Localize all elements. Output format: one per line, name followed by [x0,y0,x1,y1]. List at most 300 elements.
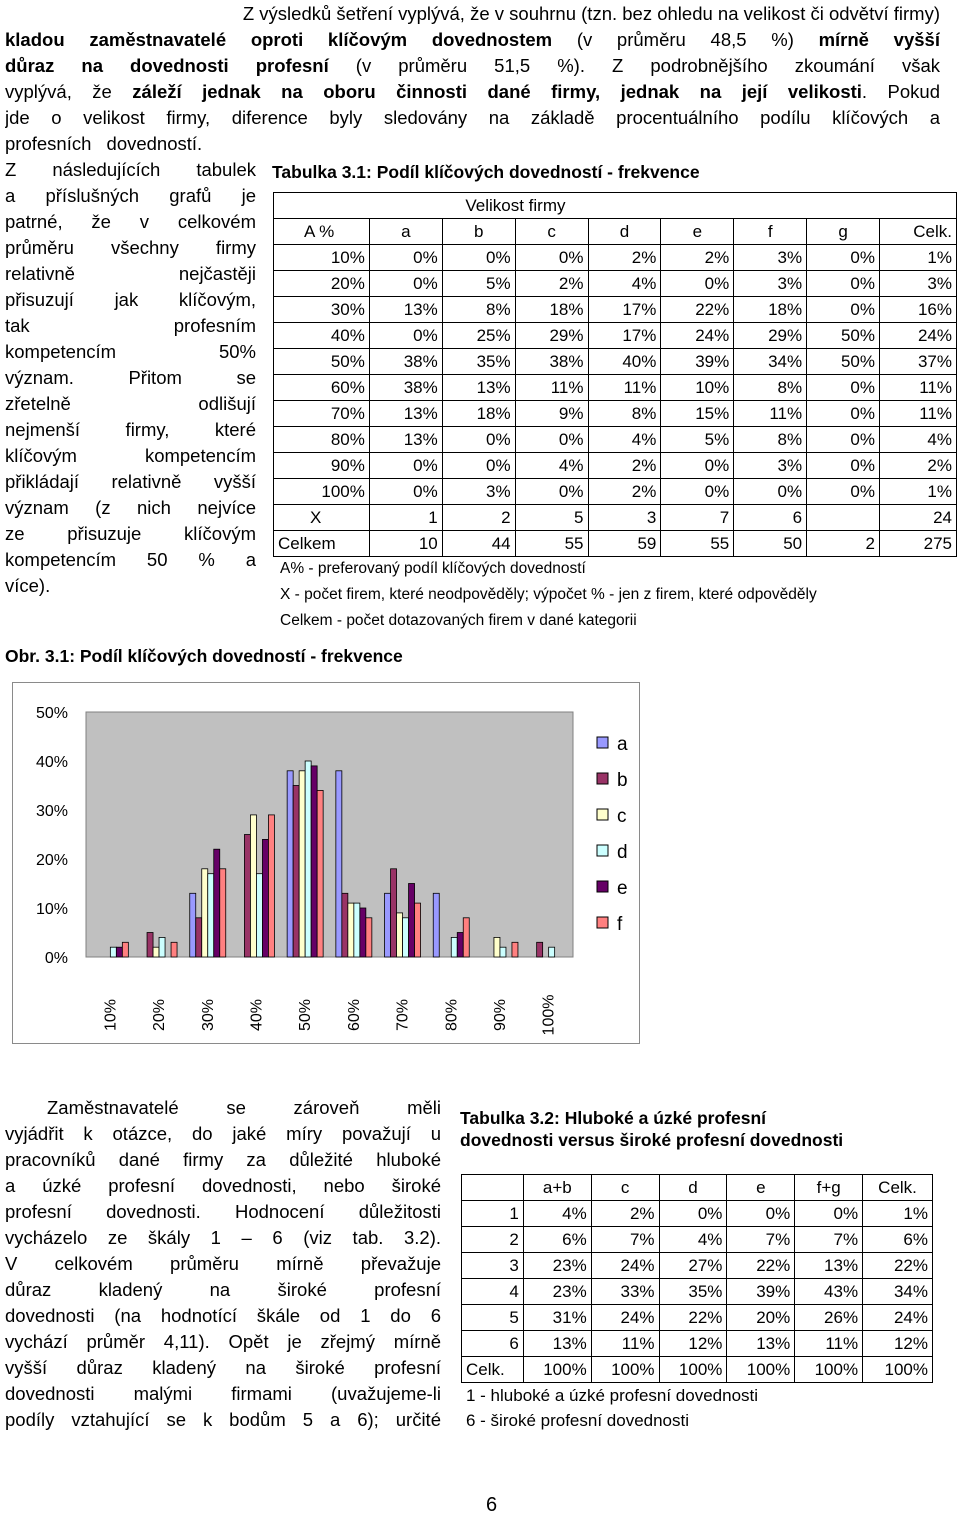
legend-label-d: d [617,842,628,863]
lower-lines [5,1121,441,1433]
bar-b-70% [391,869,397,957]
y-tick-label: 20% [35,852,68,869]
bar-d-10% [110,947,116,957]
table1-caption: Tabulka 3.1: Podíl klíčových dovedností - frekvence [272,162,700,182]
table-cell: 11% [591,1331,659,1357]
table-row [274,479,957,505]
table-row [462,1305,933,1331]
table1-header-cell: f [734,219,807,245]
table-cell: 17% [588,297,661,323]
table-cell: 40% [588,349,661,375]
table-row [274,323,957,349]
table1-note-3: Celkem - počet dotazovaných firem v dané kategorii [280,612,637,629]
text-run: . Pokud [861,81,940,102]
intro-line-2-spans [5,29,940,50]
table-cell [807,505,880,531]
table1-header-cell: A % [274,219,370,245]
legend-swatch-e [597,881,608,892]
table-cell: 18% [442,401,515,427]
table-cell: 3% [880,271,957,297]
table-row [274,505,957,531]
table-cell: 7% [795,1227,863,1253]
table-cell: 15% [661,401,734,427]
legend-swatch-d [597,845,608,856]
table-row [462,1357,933,1383]
table1-header-cell: e [661,219,734,245]
y-tick-label: 40% [35,754,68,771]
table-cell: 5% [442,271,515,297]
table-cell: 2 [442,505,515,531]
table-cell: X [274,505,370,531]
table-cell: 29% [515,323,588,349]
bar-e-60% [360,908,366,957]
table-cell: 24% [880,323,957,349]
table-cell: 0% [807,427,880,453]
bar-a-70% [385,893,391,957]
bar-a-30% [190,893,196,957]
table-cell: 1% [880,245,957,271]
bar-c-90% [494,937,500,957]
table1-note-1: A% - preferovaný podíl klíčových dovedností [280,560,586,577]
bar-d-60% [354,903,360,957]
left-text-line: klíčovým kompetencím [5,445,256,466]
table-cell: 27% [659,1253,727,1279]
bar-e-80% [457,933,463,958]
table2-header-cell: f+g [795,1175,863,1201]
table-cell: 18% [515,297,588,323]
lower-text-line: profesní dovednosti. Hodnocení důležitosti [5,1201,441,1222]
table-cell: 10% [274,245,370,271]
table-cell: 0% [442,245,515,271]
bar-f-50% [317,790,323,957]
table-cell: 22% [659,1305,727,1331]
table-row [274,375,957,401]
table-cell: 11% [795,1331,863,1357]
bar-d-70% [403,918,409,957]
table-cell: 100% [274,479,370,505]
table-cell: 39% [727,1279,795,1305]
table1-header-cell: c [515,219,588,245]
bar-d-80% [451,937,457,957]
bar-c-30% [202,869,208,957]
table-cell: 11% [734,401,807,427]
table-row [462,1227,933,1253]
legend-label-b: b [617,770,628,791]
bar-d-50% [305,761,311,957]
table-cell: 0% [661,271,734,297]
table1-header-cell: g [807,219,880,245]
legend-swatch-a [597,737,608,748]
bar-f-70% [415,903,421,957]
table-cell: 10 [369,531,442,557]
x-tick-label: 20% [151,998,169,1032]
table-cell: 7 [661,505,734,531]
table-cell: 90% [274,453,370,479]
table2-header-cell: c [591,1175,659,1201]
page-number: 6 [486,1494,498,1516]
bar-c-40% [250,815,256,957]
table-cell: 11% [588,375,661,401]
bar-b-40% [244,835,250,958]
table-cell: 11% [880,375,957,401]
table2-header-cell: d [659,1175,727,1201]
table-cell: 26% [795,1305,863,1331]
table1-group-row [274,193,957,219]
table-cell: 24% [591,1253,659,1279]
table-cell: 2% [515,271,588,297]
table-cell: 60% [274,375,370,401]
table-cell: 0% [442,453,515,479]
table-cell: 0% [442,427,515,453]
table-cell: 2 [462,1227,524,1253]
intro-line-5 [5,105,940,131]
table-cell: 6% [523,1227,591,1253]
bar-f-10% [122,942,128,957]
table-cell: 80% [274,427,370,453]
table-cell: 0% [807,375,880,401]
table-cell: 3% [442,479,515,505]
table-cell: 59 [588,531,661,557]
table-cell: 0% [515,427,588,453]
table1-header-cell: b [442,219,515,245]
table-cell: 16% [880,297,957,323]
plot-area [86,712,573,957]
table-cell: 0% [369,479,442,505]
table2-header-cell [462,1175,524,1201]
table-cell: 3 [462,1253,524,1279]
text-run: Z výsledků šetření vyplývá, že v souhrnu (tzn. bez ohledu na velikost či odvětví firmy) [242,3,940,24]
intro-line-1 [5,1,940,27]
left-text-line: ze přisuzuje klíčovým [5,523,256,544]
bar-e-40% [262,839,268,957]
table-cell: 1% [863,1201,933,1227]
bar-e-10% [116,947,122,957]
table2-caption-2: dovednosti versus široké profesní dovednosti [460,1130,844,1150]
table-cell: 1 [369,505,442,531]
table-row [462,1279,933,1305]
table-cell: 39% [661,349,734,375]
lower-text-line: vychází průměr 4,11). Opět je zřejmý mírně [5,1331,441,1352]
table2-caption-1: Tabulka 3.2: Hluboké a úzké profesní [460,1108,767,1128]
table1-header-cell: d [588,219,661,245]
table-cell: 0% [369,271,442,297]
left-text-line: kompetencím 50 % a [5,549,256,570]
y-tick-label: 0% [44,950,68,967]
table-cell: 20% [274,271,370,297]
text-run: profesních dovedností. [5,133,203,154]
table-cell: 0% [515,479,588,505]
lower-text-line: vyšší důraz kladený na široké profesní [5,1357,441,1378]
table-cell: Celk. [462,1357,524,1383]
table-row [274,349,957,375]
left-text-line: kompetencím 50% [5,341,256,362]
bar-e-50% [311,766,317,957]
lower-text-line: pracovníků dané firmy za důležité hluboké [5,1149,441,1170]
table-cell: 100% [659,1357,727,1383]
text-run: důraz na dovednosti profesní [5,55,356,76]
table-cell: 22% [727,1253,795,1279]
table-cell: 23% [523,1279,591,1305]
table-cell: 100% [591,1357,659,1383]
left-text-line: a příslušných grafů je [5,185,256,206]
lower-text-line: podíly vztahující se k bodům 5 a 6); určité [5,1409,441,1430]
table-cell: 22% [863,1253,933,1279]
lower-first-line: Zaměstnavatelé se zároveň měli [47,1097,441,1118]
table-cell: 4% [659,1227,727,1253]
table-cell: 2% [880,453,957,479]
bar-d-100% [549,947,555,957]
bar-d-90% [500,947,506,957]
left-text-line: nejmenší firmy, které [5,419,256,440]
legend-label-a: a [617,734,628,755]
bar-b-50% [293,786,299,958]
table-cell: 2% [588,245,661,271]
intro-paragraph [5,1,940,157]
bar-f-30% [220,869,226,957]
table-cell: 0% [807,401,880,427]
table-cell: 0% [807,479,880,505]
table-cell: 0% [661,479,734,505]
bar-f-20% [171,942,177,957]
intro-line-3 [5,53,940,79]
x-tick-label: 60% [345,998,363,1032]
table-cell: 20% [727,1305,795,1331]
intro-line-2 [5,27,940,53]
text-run: (v průměru 51,5 %). Z podrobnějšího zkoumání však [355,55,940,76]
table-cell: 0% [807,271,880,297]
left-text-line: více). [5,575,51,596]
table-cell: 23% [523,1253,591,1279]
table1-header-cell: Celk. [880,219,957,245]
table-cell: 13% [795,1253,863,1279]
intro-line-3-spans [5,55,940,76]
table-cell: 0% [807,453,880,479]
table-row [274,453,957,479]
table-cell: 8% [734,427,807,453]
left-text-line: význam. Přitom se [5,367,256,388]
table-cell: 12% [659,1331,727,1357]
table-cell: 100% [523,1357,591,1383]
table-cell: 22% [661,297,734,323]
table-cell: 13% [369,297,442,323]
lower-text-line: vycházelo ze škály 1 – 6 (viz tab. 3.2). [5,1227,441,1248]
table-row [462,1201,933,1227]
left-text-line: patrné, že v celkovém [5,211,256,232]
intro-line-6-spans [5,133,202,154]
bar-e-30% [214,849,220,957]
table-cell: 50% [274,349,370,375]
left-text-line: přikládají relativně vyšší [5,471,256,492]
bar-f-90% [512,942,518,957]
bar-c-60% [348,903,354,957]
table-cell: 7% [591,1227,659,1253]
bar-b-30% [196,918,202,957]
table-cell: 13% [727,1331,795,1357]
table-cell: 5% [661,427,734,453]
table-cell: 275 [880,531,957,557]
table-cell: 3 [588,505,661,531]
table-cell: 50% [807,323,880,349]
table-cell: 12% [863,1331,933,1357]
table-cell: 44 [442,531,515,557]
table-cell: 1% [880,479,957,505]
intro-line-6 [5,131,940,157]
table2-note-1: 1 - hluboké a úzké profesní dovednosti [466,1386,759,1405]
x-tick-label: 30% [199,998,217,1032]
table-cell: 13% [442,375,515,401]
bar-d-30% [208,874,214,957]
lower-text-line: V celkovém průměru mírně převažuje [5,1253,441,1274]
table-cell: 2% [588,453,661,479]
bar-b-100% [537,942,543,957]
table-row [274,297,957,323]
intro-line-1-spans [243,3,940,24]
table-cell: 2% [661,245,734,271]
table-cell: 0% [369,245,442,271]
table-cell: 4% [588,271,661,297]
bar-c-50% [299,771,305,957]
table-cell: 9% [515,401,588,427]
bar-f-60% [366,918,372,957]
text-run: záleží jednak na oboru činnosti dané firmy, jednak na její velikosti [132,81,862,102]
table-cell: 38% [369,349,442,375]
lower-text-line: dovednosti malými firmami (uvažujeme-li [5,1383,441,1404]
table-cell: 100% [863,1357,933,1383]
table-cell: 34% [863,1279,933,1305]
legend-swatch-b [597,773,608,784]
table-cell: 2% [591,1201,659,1227]
bar-a-60% [336,771,342,957]
table-cell: 13% [369,427,442,453]
table-cell: 6% [863,1227,933,1253]
y-tick-label: 30% [35,803,68,820]
table-cell: 34% [734,349,807,375]
table-row [274,271,957,297]
table-row [274,401,957,427]
table-row [274,427,957,453]
table-cell: 13% [369,401,442,427]
table2-header-cell: e [727,1175,795,1201]
table-cell: 4% [523,1201,591,1227]
lower-text-line: dovednosti (na hodnotící škále od 1 do 6 [5,1305,441,1326]
x-tick-label: 50% [297,998,315,1032]
legend-label-c: c [617,806,627,827]
table1-group-header: Velikost firmy [369,193,879,219]
table-cell: 30% [274,297,370,323]
table-row [462,1331,933,1357]
lower-text-line: důraz kladený na široké profesní [5,1279,441,1300]
table-cell: 25% [442,323,515,349]
text-run: mírně vyšší [818,29,940,50]
table-cell: 4 [462,1279,524,1305]
table-cell: 6 [462,1331,524,1357]
lower-paragraph [5,1095,441,1433]
table-cell: 55 [515,531,588,557]
table1-grid [273,192,957,557]
table2-header-row [462,1175,933,1201]
table2-header-cell: Celk. [863,1175,933,1201]
table2-note-2: 6 - široké profesní dovednosti [466,1411,690,1430]
table-cell: 13% [523,1331,591,1357]
table-cell: 29% [734,323,807,349]
intro-line-4 [5,79,940,105]
bar-b-60% [342,893,348,957]
table-cell: 50% [807,349,880,375]
table-cell: 24% [591,1305,659,1331]
table-cell: 11% [880,401,957,427]
lower-text-line: a úzké profesní dovednosti, nebo široké [5,1175,441,1196]
table-cell: 2% [588,479,661,505]
table-cell: 0% [369,323,442,349]
table-cell: 0% [795,1201,863,1227]
table-cell: 37% [880,349,957,375]
x-tick-label: 10% [102,998,120,1032]
x-tick-label: 100% [540,994,558,1036]
bar-f-80% [463,918,469,957]
table-cell: 6 [734,505,807,531]
table-cell: 70% [274,401,370,427]
table2-header-cell: a+b [523,1175,591,1201]
table-cell: 35% [442,349,515,375]
intro-line-5-spans [5,107,940,128]
table-cell: 100% [795,1357,863,1383]
table2-grid [461,1174,933,1383]
y-tick-label: 50% [35,705,68,722]
text-run: vyplývá, že [5,81,133,102]
x-tick-label: 90% [491,998,509,1032]
table-cell: 55 [661,531,734,557]
table-row [462,1253,933,1279]
table1-corner-cell [880,193,957,219]
table-cell: 3% [734,271,807,297]
table-cell: 38% [515,349,588,375]
left-text-line: Z následujících tabulek [5,159,256,180]
text-run: kladou zaměstnavatelé oproti klíčovým dovednostem [5,29,577,50]
table-cell: 31% [523,1305,591,1331]
table-cell: 38% [369,375,442,401]
x-tick-label: 80% [443,998,461,1032]
table-cell: 5 [515,505,588,531]
table-cell: 40% [274,323,370,349]
table-cell: 0% [807,245,880,271]
x-tick-label: 40% [248,998,266,1032]
table1-header-cell: a [369,219,442,245]
legend-swatch-c [597,809,608,820]
table-row [274,531,957,557]
text-run: jde o velikost firmy, diference byly sledovány na základě procentuálního podílu klíčových a [5,107,940,128]
table-cell: 0% [807,297,880,323]
table-cell: 4% [515,453,588,479]
bar-d-20% [159,937,165,957]
table-cell: 7% [727,1227,795,1253]
table-cell: 3% [734,245,807,271]
legend-label-e: e [617,878,628,899]
bar-e-70% [409,884,415,958]
table-cell: 100% [727,1357,795,1383]
table-cell: 0% [727,1201,795,1227]
table-cell: 8% [442,297,515,323]
left-paragraph [5,157,256,599]
table-cell: 3% [734,453,807,479]
table-cell: 18% [734,297,807,323]
table1-note-2: X - počet firem, které neodpověděly; výpočet % - jen z firem, které odpověděly [280,586,817,603]
left-text-line: relativně nejčastěji [5,263,256,284]
y-tick-label: 10% [35,901,68,918]
lower-text-line: vyjádřit k otázce, do jaké míry považují u [5,1123,441,1144]
bar-chart [0,680,640,1050]
left-text-line: přisuzují jak klíčovým, [5,289,256,310]
bar-d-40% [256,874,262,957]
